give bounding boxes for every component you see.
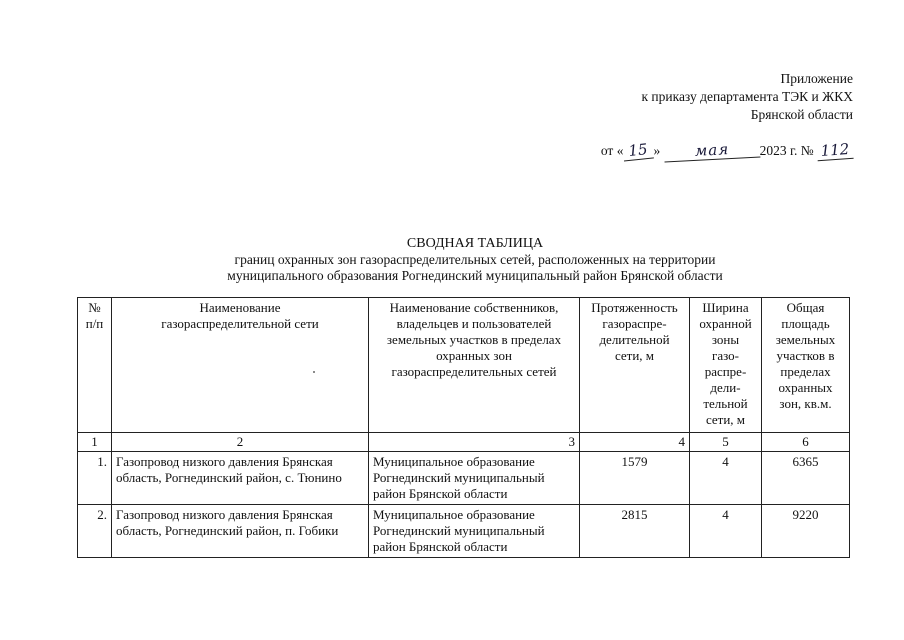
header-cell-network: Наименование газораспределительной сети — [112, 298, 369, 433]
appendix-order-ref: к приказу департамента ТЭК и ЖКХ — [641, 89, 853, 104]
table-header-row — [78, 298, 850, 433]
order-day-handwritten: 15 — [623, 139, 655, 161]
row-width: 4 — [690, 452, 762, 505]
header-cell-length: Протяженность газораспре- делительной сети, м — [580, 298, 690, 433]
document-subtitle-line1: границ охранных зон газораспределительных сетей, расположенных на территории — [234, 252, 716, 267]
header-cell-width: Ширина охранной зоны газо- распре- дели- тельной сети, м — [690, 298, 762, 433]
row-length: 1579 — [580, 452, 690, 505]
table-row — [78, 452, 850, 505]
column-number-5: 5 — [690, 433, 762, 452]
row-number: 1. — [78, 452, 112, 505]
row-number: 2. — [78, 505, 112, 558]
table-row — [78, 505, 850, 558]
column-number-row — [78, 433, 850, 452]
appendix-header — [641, 70, 853, 124]
order-number-handwritten: 112 — [816, 140, 853, 161]
document-title-block — [0, 236, 904, 284]
order-date-line — [601, 141, 853, 160]
column-number-6: 6 — [762, 433, 850, 452]
order-month-handwritten: мая — [663, 139, 760, 163]
appendix-region: Брянской области — [750, 107, 853, 122]
column-number-2: 2 — [112, 433, 369, 452]
summary-table — [77, 297, 850, 558]
column-number-4: 4 — [580, 433, 690, 452]
row-network: Газопровод низкого давления Брянская область, Рогнединский район, п. Гобики — [112, 505, 369, 558]
order-prefix: от « — [600, 143, 624, 158]
row-owner: Муниципальное образование Рогнединский муниципальный район Брянской области — [369, 452, 580, 505]
row-owner: Муниципальное образование Рогнединский муниципальный район Брянской области — [369, 505, 580, 558]
header-cell-number: № п/п — [78, 298, 112, 433]
document-title: СВОДНАЯ ТАБЛИЦА — [406, 236, 544, 251]
column-number-1: 1 — [78, 433, 112, 452]
column-number-3: 3 — [369, 433, 580, 452]
row-network: Газопровод низкого давления Брянская область, Рогнединский район, с. Тюнино — [112, 452, 369, 505]
document-subtitle-line2: муниципального образования Рогнединский муниципальный район Брянской области — [227, 268, 723, 283]
header-cell-area: Общая площадь земельных участков в пределах охранных зон, кв.м. — [762, 298, 850, 433]
row-length: 2815 — [580, 505, 690, 558]
row-width: 4 — [690, 505, 762, 558]
row-area: 9220 — [762, 505, 850, 558]
row-area: 6365 — [762, 452, 850, 505]
order-year: 2023 г. № — [759, 143, 814, 158]
header-cell-owners: Наименование собственников, владельцев и пользователей земельных участков в пределах охранных зон газораспределительных сетей — [369, 298, 580, 433]
order-quote-close: » — [653, 143, 661, 158]
appendix-title: Приложение — [780, 71, 853, 86]
